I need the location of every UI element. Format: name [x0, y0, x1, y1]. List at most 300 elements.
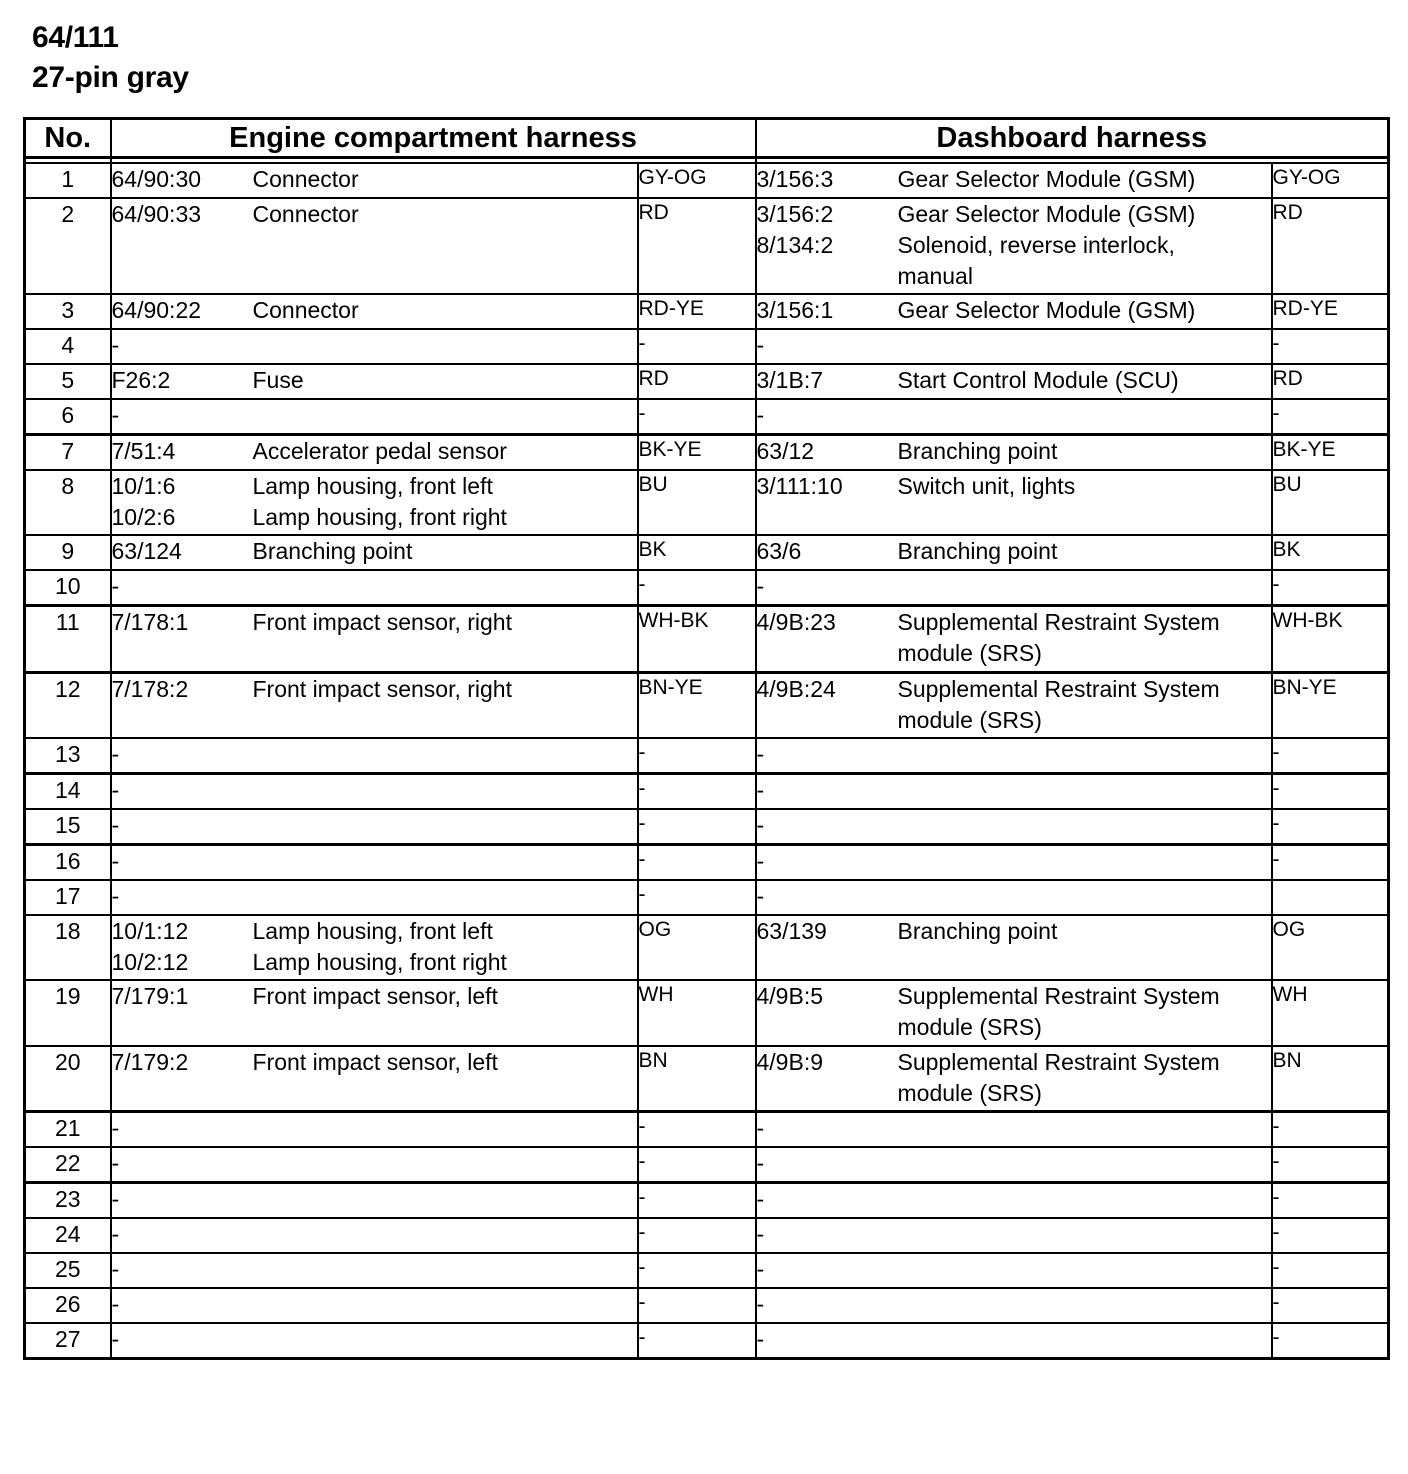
dashboard-harness-cell	[756, 329, 1272, 364]
engine-wire-color: BU	[638, 470, 756, 535]
engine-harness-cell	[111, 1183, 638, 1219]
part-code: 4/9B:23	[756, 609, 836, 635]
part-code: -	[756, 848, 765, 874]
part-description: Branching point	[252, 538, 413, 564]
dashboard-harness-cell	[756, 673, 1272, 739]
part-entry	[112, 981, 637, 1012]
part-code: -	[111, 1186, 120, 1212]
part-entry	[757, 1047, 1271, 1109]
engine-harness-cell	[111, 294, 638, 329]
part-description	[253, 810, 637, 841]
part-description	[898, 739, 1228, 770]
part-code: 64/90:22	[111, 297, 202, 323]
part-entry	[757, 739, 1271, 770]
table-row	[25, 1046, 1389, 1112]
table-row	[25, 1112, 1389, 1148]
part-code: 4/9B:5	[756, 983, 823, 1009]
table-row	[25, 673, 1389, 739]
part-code: 3/156:2	[756, 201, 834, 227]
part-code: 7/179:1	[111, 983, 189, 1009]
pin-number: 26	[25, 1288, 111, 1323]
part-description: Branching point	[897, 438, 1058, 464]
dashboard-wire-color: OG	[1272, 915, 1389, 980]
part-code: 7/178:2	[111, 676, 189, 702]
table-row	[25, 1147, 1389, 1183]
part-code: 7/51:4	[111, 438, 176, 464]
part-entry	[112, 1219, 637, 1250]
part-description	[898, 1289, 1228, 1320]
engine-harness-cell	[111, 399, 638, 435]
part-code: -	[111, 1115, 120, 1141]
part-description: Connector	[252, 201, 359, 227]
part-description	[253, 846, 637, 877]
part-entry	[757, 400, 1271, 431]
engine-wire-color: BN	[638, 1046, 756, 1112]
part-description: Front impact sensor, right	[252, 676, 512, 702]
part-code: 8/134:2	[756, 232, 834, 258]
part-description	[898, 881, 1228, 912]
part-description	[253, 400, 637, 431]
part-description	[253, 1148, 637, 1179]
dashboard-harness-cell	[756, 845, 1272, 881]
engine-harness-cell	[111, 198, 638, 294]
part-description: Connector	[252, 166, 359, 192]
part-code: 4/9B:24	[756, 676, 836, 702]
part-code: -	[756, 1221, 765, 1247]
engine-harness-cell	[111, 470, 638, 535]
dashboard-harness-cell	[756, 774, 1272, 810]
header-no: No.	[25, 119, 111, 158]
part-entry	[757, 881, 1271, 912]
dashboard-harness-cell	[756, 570, 1272, 606]
dashboard-harness-cell	[756, 1183, 1272, 1219]
part-description	[253, 881, 637, 912]
dashboard-harness-cell	[756, 1323, 1272, 1359]
part-code: 63/139	[756, 918, 827, 944]
part-code: 64/90:30	[111, 166, 202, 192]
engine-harness-cell	[111, 980, 638, 1046]
part-description: Front impact sensor, left	[252, 983, 498, 1009]
table-row	[25, 980, 1389, 1046]
pin-number: 13	[25, 738, 111, 774]
part-description	[898, 330, 1228, 361]
dashboard-harness-cell	[756, 435, 1272, 471]
part-entry	[112, 1113, 637, 1144]
pin-number: 5	[25, 364, 111, 399]
pin-number: 2	[25, 198, 111, 294]
part-entry	[112, 1184, 637, 1215]
table-row	[25, 774, 1389, 810]
part-entry	[757, 199, 1271, 230]
dashboard-harness-cell	[756, 198, 1272, 294]
engine-wire-color: -	[638, 1147, 756, 1183]
connector-id: 64/111	[32, 21, 119, 54]
dashboard-wire-color: -	[1272, 845, 1389, 881]
dashboard-harness-cell	[756, 738, 1272, 774]
part-description	[898, 1148, 1228, 1179]
engine-harness-cell	[111, 845, 638, 881]
pin-number: 12	[25, 673, 111, 739]
pin-number: 7	[25, 435, 111, 471]
part-code: 63/12	[756, 438, 815, 464]
part-description	[253, 1289, 637, 1320]
pin-number: 24	[25, 1218, 111, 1253]
dashboard-wire-color: -	[1272, 570, 1389, 606]
engine-harness-cell	[111, 435, 638, 471]
engine-harness-cell	[111, 570, 638, 606]
dashboard-harness-cell	[756, 809, 1272, 845]
dashboard-wire-color: -	[1272, 1147, 1389, 1183]
pin-assignment-table	[23, 117, 1390, 1360]
pin-number: 11	[25, 606, 111, 673]
part-entry	[757, 981, 1271, 1043]
part-entry	[112, 295, 637, 326]
part-code: -	[111, 332, 120, 358]
table-row	[25, 845, 1389, 881]
part-code: 7/179:2	[111, 1049, 189, 1075]
part-code: -	[111, 1256, 120, 1282]
dashboard-harness-cell	[756, 470, 1272, 535]
header-engine-harness: Engine compartment harness	[111, 119, 756, 158]
part-code: 10/2:6	[111, 504, 176, 530]
dashboard-wire-color: RD-YE	[1272, 294, 1389, 329]
part-description: Gear Selector Module (GSM)	[897, 166, 1196, 192]
part-entry	[757, 330, 1271, 361]
part-code: 3/111:10	[756, 473, 843, 499]
dashboard-wire-color: BK-YE	[1272, 435, 1389, 471]
part-code: -	[111, 883, 120, 909]
part-code: -	[111, 812, 120, 838]
part-description: Lamp housing, front left	[252, 918, 493, 944]
part-entry	[757, 846, 1271, 877]
engine-wire-color: -	[638, 774, 756, 810]
dashboard-wire-color: -	[1272, 774, 1389, 810]
part-entry	[112, 916, 637, 947]
engine-wire-color: -	[638, 738, 756, 774]
engine-harness-cell	[111, 364, 638, 399]
dashboard-wire-color: BN	[1272, 1046, 1389, 1112]
part-code: -	[111, 1221, 120, 1247]
part-entry	[112, 607, 637, 638]
part-entry	[112, 536, 637, 567]
dashboard-harness-cell	[756, 1253, 1272, 1288]
engine-harness-cell	[111, 606, 638, 673]
dashboard-wire-color: -	[1272, 1183, 1389, 1219]
part-description	[898, 846, 1228, 877]
pin-number: 1	[25, 163, 111, 198]
part-description: Lamp housing, front right	[252, 949, 507, 975]
part-entry	[757, 436, 1271, 467]
part-description	[253, 1324, 637, 1355]
part-entry	[757, 1184, 1271, 1215]
part-code: -	[756, 402, 765, 428]
engine-wire-color: -	[638, 1288, 756, 1323]
part-code: 10/1:12	[111, 918, 189, 944]
engine-wire-color: -	[638, 329, 756, 364]
pin-number: 3	[25, 294, 111, 329]
engine-wire-color: -	[638, 1183, 756, 1219]
engine-wire-color: -	[638, 809, 756, 845]
part-entry	[757, 295, 1271, 326]
engine-wire-color: RD	[638, 364, 756, 399]
part-entry	[757, 810, 1271, 841]
engine-wire-color: -	[638, 1253, 756, 1288]
part-description	[898, 1113, 1228, 1144]
part-entry	[112, 199, 637, 230]
part-description	[253, 775, 637, 806]
pin-number: 20	[25, 1046, 111, 1112]
part-code: 63/124	[111, 538, 182, 564]
part-entry	[112, 1324, 637, 1355]
dashboard-wire-color: -	[1272, 1253, 1389, 1288]
table-row	[25, 294, 1389, 329]
part-description	[253, 1184, 637, 1215]
part-description	[898, 400, 1228, 431]
table-row	[25, 399, 1389, 435]
pin-number: 9	[25, 535, 111, 570]
pin-number: 4	[25, 329, 111, 364]
table-row	[25, 535, 1389, 570]
part-entry	[112, 1148, 637, 1179]
part-entry	[112, 674, 637, 705]
dashboard-wire-color: -	[1272, 399, 1389, 435]
part-entry	[112, 1254, 637, 1285]
part-code: -	[111, 777, 120, 803]
engine-harness-cell	[111, 329, 638, 364]
part-description	[898, 775, 1228, 806]
part-code: -	[111, 573, 120, 599]
dashboard-harness-cell	[756, 163, 1272, 198]
dashboard-wire-color: -	[1272, 1288, 1389, 1323]
engine-harness-cell	[111, 1253, 638, 1288]
dashboard-wire-color: -	[1272, 738, 1389, 774]
part-description: Supplemental Restraint System module (SRS)	[897, 676, 1220, 733]
dashboard-wire-color: -	[1272, 1112, 1389, 1148]
part-code: 3/156:3	[756, 166, 834, 192]
engine-wire-color: RD-YE	[638, 294, 756, 329]
pin-number: 10	[25, 570, 111, 606]
part-entry	[757, 775, 1271, 806]
part-entry	[112, 947, 637, 978]
part-entry	[112, 1289, 637, 1320]
engine-wire-color: -	[638, 570, 756, 606]
table-body	[25, 163, 1389, 1359]
part-description: Gear Selector Module (GSM)	[897, 201, 1196, 227]
pin-number: 21	[25, 1112, 111, 1148]
dashboard-wire-color: -	[1272, 1323, 1389, 1359]
table-row	[25, 1253, 1389, 1288]
dashboard-wire-color	[1272, 880, 1389, 915]
part-description	[898, 810, 1228, 841]
engine-wire-color: -	[638, 845, 756, 881]
dashboard-harness-cell	[756, 535, 1272, 570]
table-row	[25, 606, 1389, 673]
part-description	[898, 1324, 1228, 1355]
dashboard-harness-cell	[756, 364, 1272, 399]
part-entry	[757, 1113, 1271, 1144]
engine-wire-color: BN-YE	[638, 673, 756, 739]
engine-wire-color: -	[638, 1218, 756, 1253]
pin-number: 14	[25, 774, 111, 810]
pin-number: 25	[25, 1253, 111, 1288]
table-row	[25, 198, 1389, 294]
dashboard-harness-cell	[756, 606, 1272, 673]
table-row	[25, 470, 1389, 535]
part-entry	[112, 400, 637, 431]
dashboard-wire-color: RD	[1272, 364, 1389, 399]
pin-number: 15	[25, 809, 111, 845]
engine-harness-cell	[111, 1323, 638, 1359]
part-description: Gear Selector Module (GSM)	[897, 297, 1196, 323]
part-entry	[757, 916, 1271, 947]
dashboard-wire-color: BN-YE	[1272, 673, 1389, 739]
part-entry	[112, 775, 637, 806]
pin-number: 18	[25, 915, 111, 980]
table-row	[25, 570, 1389, 606]
part-code: 7/178:1	[111, 609, 189, 635]
table-row	[25, 915, 1389, 980]
dashboard-harness-cell	[756, 915, 1272, 980]
table-row	[25, 364, 1389, 399]
dashboard-harness-cell	[756, 1112, 1272, 1148]
part-entry	[112, 739, 637, 770]
pin-number: 6	[25, 399, 111, 435]
part-entry	[757, 471, 1271, 502]
part-code: -	[756, 1115, 765, 1141]
engine-harness-cell	[111, 915, 638, 980]
engine-harness-cell	[111, 1288, 638, 1323]
table-row	[25, 1218, 1389, 1253]
table-row	[25, 1183, 1389, 1219]
pin-number: 22	[25, 1147, 111, 1183]
part-description	[253, 571, 637, 602]
part-entry	[112, 1047, 637, 1078]
part-description	[898, 1219, 1228, 1250]
part-code: 4/9B:9	[756, 1049, 823, 1075]
part-code: -	[756, 332, 765, 358]
engine-wire-color: -	[638, 399, 756, 435]
table-row	[25, 1288, 1389, 1323]
part-code: 64/90:33	[111, 201, 202, 227]
engine-harness-cell	[111, 673, 638, 739]
part-entry	[112, 571, 637, 602]
dashboard-wire-color: BK	[1272, 535, 1389, 570]
dashboard-harness-cell	[756, 1218, 1272, 1253]
part-code: 3/156:1	[756, 297, 834, 323]
part-description	[898, 1184, 1228, 1215]
connector-description: 27-pin gray	[32, 61, 189, 94]
engine-wire-color: BK	[638, 535, 756, 570]
dashboard-harness-cell	[756, 399, 1272, 435]
dashboard-wire-color: -	[1272, 1218, 1389, 1253]
dashboard-wire-color: RD	[1272, 198, 1389, 294]
part-description	[253, 739, 637, 770]
part-description: Front impact sensor, left	[252, 1049, 498, 1075]
part-description: Solenoid, reverse interlock, manual	[897, 232, 1175, 289]
part-entry	[757, 1219, 1271, 1250]
part-code: -	[756, 812, 765, 838]
pin-number: 27	[25, 1323, 111, 1359]
engine-harness-cell	[111, 738, 638, 774]
pin-number: 19	[25, 980, 111, 1046]
engine-harness-cell	[111, 880, 638, 915]
part-code: -	[111, 848, 120, 874]
part-entry	[757, 1289, 1271, 1320]
part-entry	[112, 164, 637, 195]
dashboard-harness-cell	[756, 980, 1272, 1046]
table-row	[25, 738, 1389, 774]
engine-harness-cell	[111, 1147, 638, 1183]
table-row	[25, 435, 1389, 471]
part-entry	[757, 365, 1271, 396]
dashboard-wire-color: BU	[1272, 470, 1389, 535]
part-entry	[757, 1254, 1271, 1285]
pin-number: 17	[25, 880, 111, 915]
engine-wire-color: -	[638, 1323, 756, 1359]
table-row	[25, 1323, 1389, 1359]
part-entry	[112, 810, 637, 841]
part-code: -	[756, 1150, 765, 1176]
part-code: -	[756, 1326, 765, 1352]
part-description	[898, 1254, 1228, 1285]
engine-wire-color: OG	[638, 915, 756, 980]
part-description: Fuse	[252, 367, 304, 393]
part-entry	[757, 607, 1271, 669]
part-code: 3/1B:7	[756, 367, 823, 393]
dashboard-wire-color: WH-BK	[1272, 606, 1389, 673]
table-row	[25, 880, 1389, 915]
part-code: -	[756, 1256, 765, 1282]
part-code: -	[111, 741, 120, 767]
part-entry	[757, 571, 1271, 602]
table-header-row	[25, 119, 1389, 158]
header-dashboard-harness: Dashboard harness	[756, 119, 1389, 158]
part-description	[253, 1219, 637, 1250]
table-row	[25, 329, 1389, 364]
part-entry	[757, 164, 1271, 195]
engine-wire-color: RD	[638, 198, 756, 294]
part-description: Start Control Module (SCU)	[897, 367, 1179, 393]
engine-wire-color: GY-OG	[638, 163, 756, 198]
part-description	[253, 1113, 637, 1144]
dashboard-wire-color: GY-OG	[1272, 163, 1389, 198]
engine-harness-cell	[111, 1218, 638, 1253]
part-entry	[112, 502, 637, 533]
engine-wire-color: BK-YE	[638, 435, 756, 471]
dashboard-wire-color: -	[1272, 329, 1389, 364]
part-entry	[757, 536, 1271, 567]
dashboard-harness-cell	[756, 1046, 1272, 1112]
part-description: Lamp housing, front right	[252, 504, 507, 530]
part-code: -	[756, 777, 765, 803]
engine-wire-color: -	[638, 880, 756, 915]
part-entry	[757, 1324, 1271, 1355]
table-row	[25, 809, 1389, 845]
part-code: -	[111, 1326, 120, 1352]
engine-harness-cell	[111, 1046, 638, 1112]
part-code: -	[756, 573, 765, 599]
part-description	[898, 571, 1228, 602]
part-description: Branching point	[897, 918, 1058, 944]
part-code: -	[756, 883, 765, 909]
dashboard-harness-cell	[756, 294, 1272, 329]
part-entry	[757, 674, 1271, 736]
engine-harness-cell	[111, 774, 638, 810]
dashboard-wire-color: WH	[1272, 980, 1389, 1046]
part-entry	[112, 436, 637, 467]
part-code: -	[756, 1291, 765, 1317]
part-description: Supplemental Restraint System module (SRS)	[897, 609, 1220, 666]
